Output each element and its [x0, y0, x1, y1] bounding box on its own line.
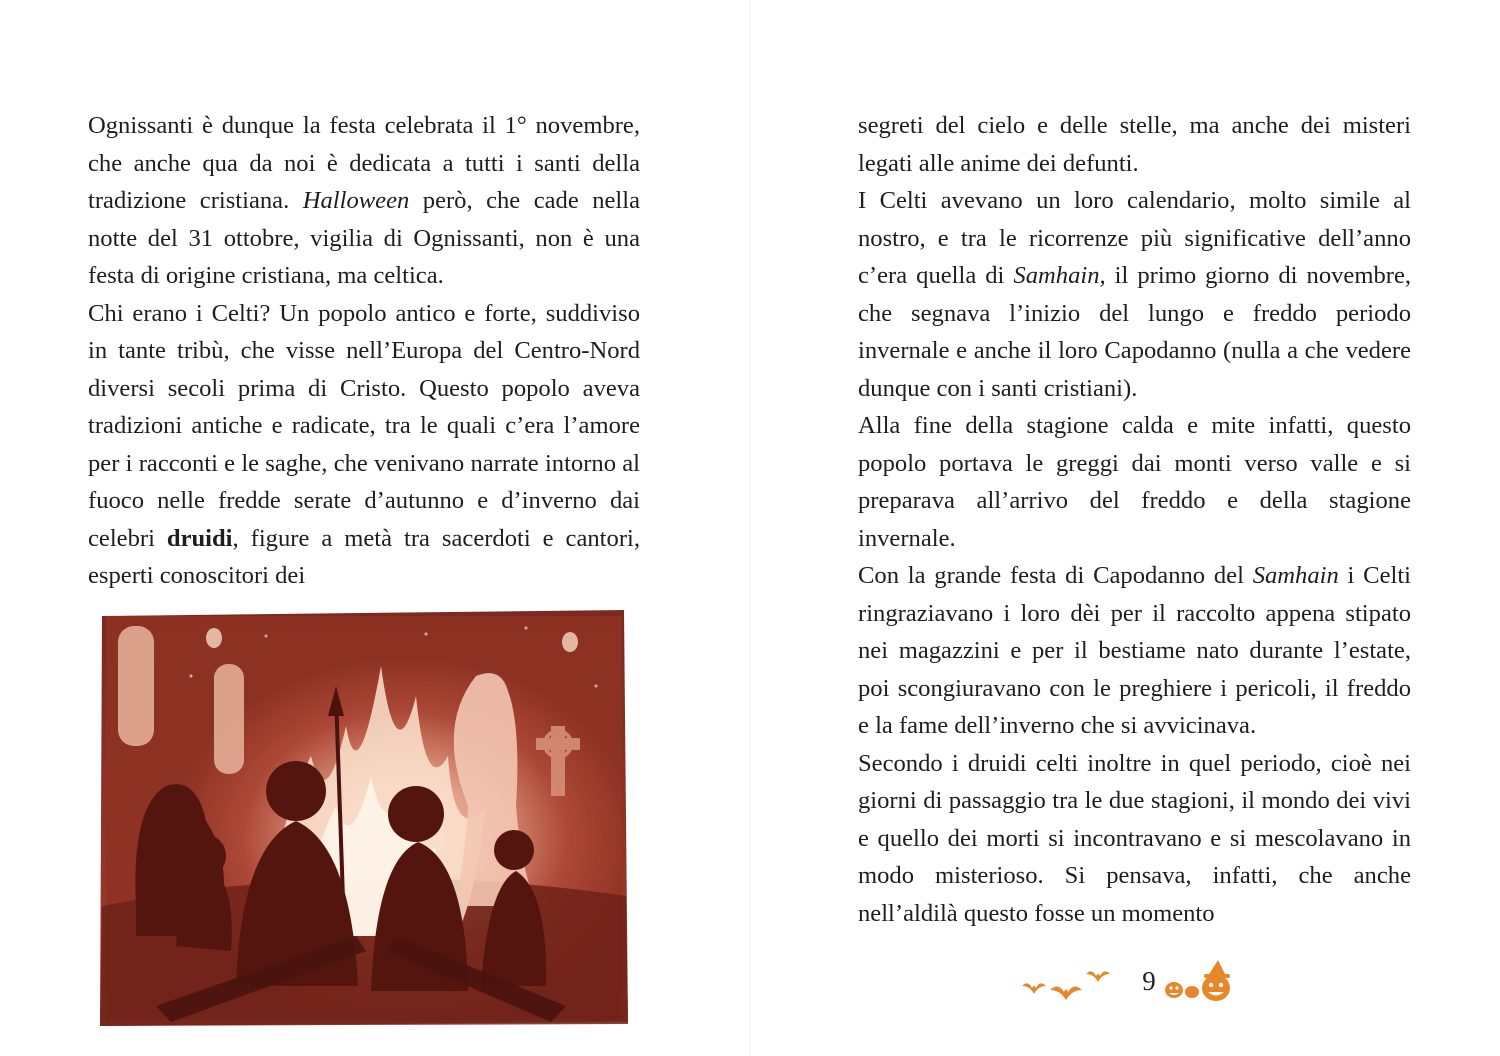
- text-run: Secondo i druidi celti inoltre in quel periodo, cioè nei giorni di passaggio tra le due stagioni, il mondo dei vivi e quello dei morti si incontravano e si mescolavano in modo misterioso. Si pensava, infatti, che anche nell’aldilà questo fosse un momento: [858, 749, 1411, 927]
- text-run: Alla fine della stagione calda e mite infatti, questo popolo portava le greggi dai monti verso valle e si preparava all’arrivo del freddo e della stagione invernale.: [858, 412, 1411, 552]
- text-run: i Celti ringraziavano i loro dèi per il raccolto appena stipato nei magazzini e per il bestiame nato durante l’estate, poi scongiuravano con le preghiere i pericoli, il freddo e la fame dell’inverno che si avvicinava.: [858, 562, 1411, 739]
- left-page-text: [88, 107, 640, 595]
- text-run-italic: Halloween: [302, 187, 410, 214]
- text-run: Chi erano i Celti? Un popolo antico e forte, suddiviso in tante tribù, che visse nell’Europa del Centro-Nord diversi secoli prima di Cristo. Questo popolo aveva tradizioni antiche e radicate, tra le quali c’era l’amore per i racconti e le saghe, che venivano narrate intorno al fuoco nelle fredde serate d’autunno e d’inverno dai celebri: [88, 299, 640, 552]
- bats-icon: [1020, 960, 1112, 1000]
- text-run: I Celti avevano un loro calendario, molto simile al nostro, e tra le ricorrenze più significative dell’anno c’era quella di: [858, 187, 1411, 289]
- text-run: Ognissanti è dunque la festa celebrata il 1° novembre, che anche qua da noi è dedicata a tutti i santi della tradizione cristiana.: [88, 112, 640, 214]
- paragraph: [858, 557, 1411, 745]
- pumpkins-icon: [1164, 958, 1236, 1004]
- paragraph: [858, 107, 1411, 182]
- paragraph: [88, 295, 640, 595]
- folio: [1020, 958, 1240, 1008]
- illustration-svg: [96, 606, 630, 1030]
- text-run: segreti del cielo e delle stelle, ma anche dei misteri legati alle anime dei defunti.: [858, 112, 1411, 177]
- text-run-italic: Samhain: [1252, 562, 1339, 589]
- paragraph: [858, 745, 1411, 933]
- page-number: 9: [1142, 966, 1156, 996]
- right-page: [750, 0, 1500, 1056]
- text-run: , figure a metà tra sacerdoti e cantori, esperti conoscitori dei: [88, 524, 640, 589]
- druid-bonfire-illustration: [96, 606, 630, 1030]
- text-run-italic: Samhain,: [1013, 262, 1106, 289]
- text-run: Con la grande festa di Capodanno del: [858, 562, 1253, 589]
- text-run-bold: druidi: [166, 524, 233, 552]
- text-run: però, che cade nella notte del 31 ottobre, vigilia di Ognissanti, non è una festa di origine cristiana, ma celtica.: [88, 187, 640, 289]
- right-page-text: [858, 107, 1411, 932]
- text-run: il primo giorno di novembre, che segnava l’inizio del lungo e freddo periodo invernale e anche il loro Capodanno (nulla a che vedere dunque con i santi cristiani).: [858, 262, 1412, 402]
- paragraph: [858, 182, 1411, 407]
- paragraph: [88, 107, 640, 295]
- paragraph: [858, 407, 1411, 557]
